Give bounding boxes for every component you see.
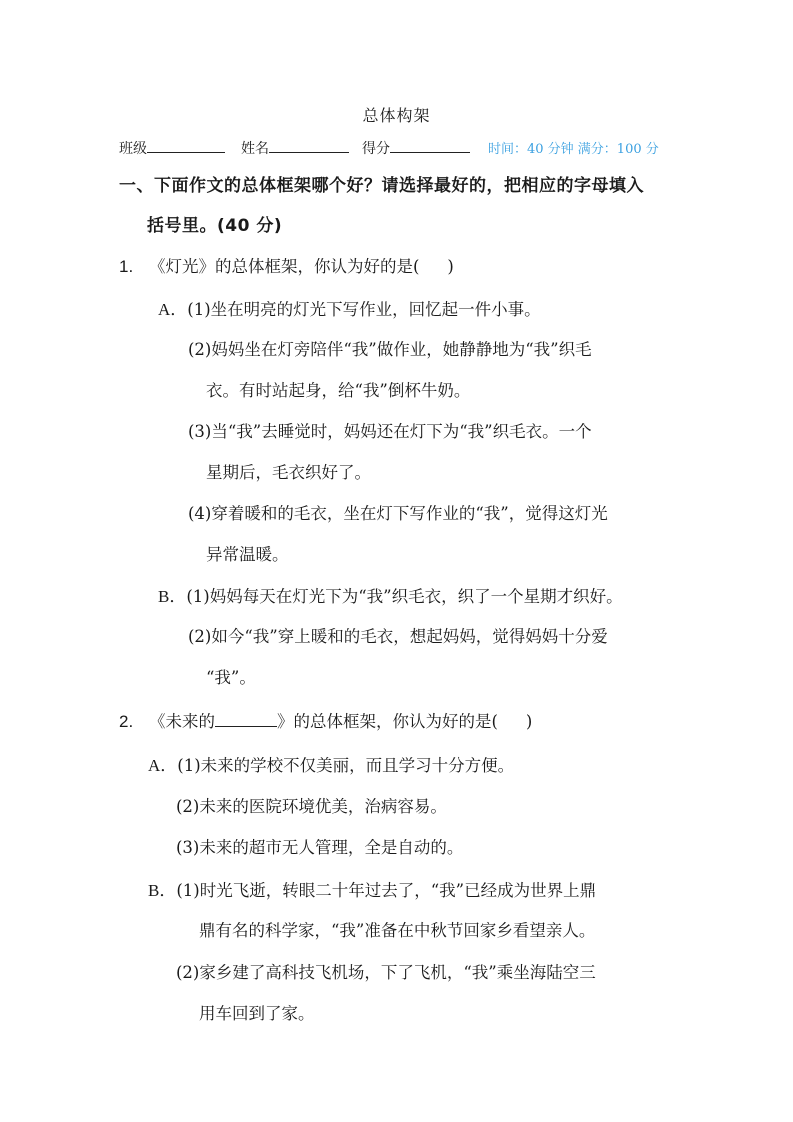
paren-close: ): [525, 712, 533, 731]
question-stem-cont: 》的总体框架，你认为好的是(: [276, 712, 498, 731]
option-text: (1)坐在明亮的灯光下写作业，回忆起一件小事。: [187, 300, 541, 319]
name-field: [241, 138, 349, 158]
option-text-cont: “我”。: [206, 668, 256, 687]
option-text: (2)如今“我”穿上暖和的毛衣，想起妈妈，觉得妈妈十分爱: [188, 627, 608, 646]
option-text: (1)未来的学校不仅美丽，而且学习十分方便。: [177, 756, 515, 775]
title-blank[interactable]: [215, 710, 277, 727]
question-number: 2.: [119, 712, 134, 731]
option-text-cont: 星期后，毛衣织好了。: [206, 463, 371, 482]
option-text-cont: 衣。有时站起身，给“我”倒杯牛奶。: [206, 381, 471, 400]
class-field: [119, 138, 225, 158]
option-text: (3)当“我”去睡觉时，妈妈还在灯下为“我”织毛衣。一个: [188, 422, 592, 441]
option-text-cont: 用车回到了家。: [199, 1004, 315, 1023]
section-heading-cont: 括号里。(40 分): [147, 216, 283, 236]
score-blank: [390, 138, 470, 153]
section-heading: 一、下面作文的总体框架哪个好？请选择最好的，把相应的字母填入: [119, 176, 644, 196]
question-number: 1.: [119, 257, 134, 276]
option-label: A．: [158, 300, 188, 319]
score-field: [362, 138, 470, 158]
option-label: B．: [148, 881, 177, 900]
option-a-line: [158, 295, 541, 320]
score-label: 得分: [362, 141, 390, 157]
option-label: B．: [158, 587, 187, 606]
option-text: (2)家乡建了高科技飞机场，下了飞机，“我”乘坐海陆空三: [176, 963, 596, 982]
class-blank: [147, 138, 225, 153]
page-title: 总体构架: [362, 106, 431, 125]
name-label: 姓名: [241, 141, 269, 157]
option-text: (4)穿着暖和的毛衣，坐在灯下写作业的“我”，觉得这灯光: [188, 504, 608, 523]
question-stem: 《灯光》的总体框架，你认为好的是(: [148, 257, 420, 276]
option-text-cont: 异常温暖。: [206, 545, 289, 564]
paren-close: ): [447, 257, 454, 276]
option-b-line: [148, 876, 596, 901]
option-text-cont: 鼎有名的科学家，“我”准备在中秋节回家乡看望亲人。: [199, 921, 596, 940]
question-stem: 《未来的: [148, 712, 215, 731]
option-text: (2)妈妈坐在灯旁陪伴“我”做作业，她静静地为“我”织毛: [188, 340, 592, 359]
class-label: 班级: [119, 141, 147, 157]
time-score-meta: 时间：40 分钟 满分：100 分: [488, 142, 659, 157]
option-text: (3)未来的超市无人管理，全是自动的。: [176, 838, 464, 857]
option-label: A．: [148, 756, 178, 775]
option-text: (1)时光飞逝，转眼二十年过去了，“我”已经成为世界上鼎: [176, 881, 597, 900]
student-info-row: [119, 138, 679, 160]
option-text: (2)未来的医院环境优美，治病容易。: [176, 797, 447, 816]
question-2: [119, 708, 532, 732]
option-a-line: [148, 751, 514, 776]
option-b-line: [158, 582, 623, 607]
option-text: (1)妈妈每天在灯光下为“我”织毛衣，织了一个星期才织好。: [186, 587, 623, 606]
name-blank: [269, 138, 349, 153]
question-1: [119, 253, 454, 277]
